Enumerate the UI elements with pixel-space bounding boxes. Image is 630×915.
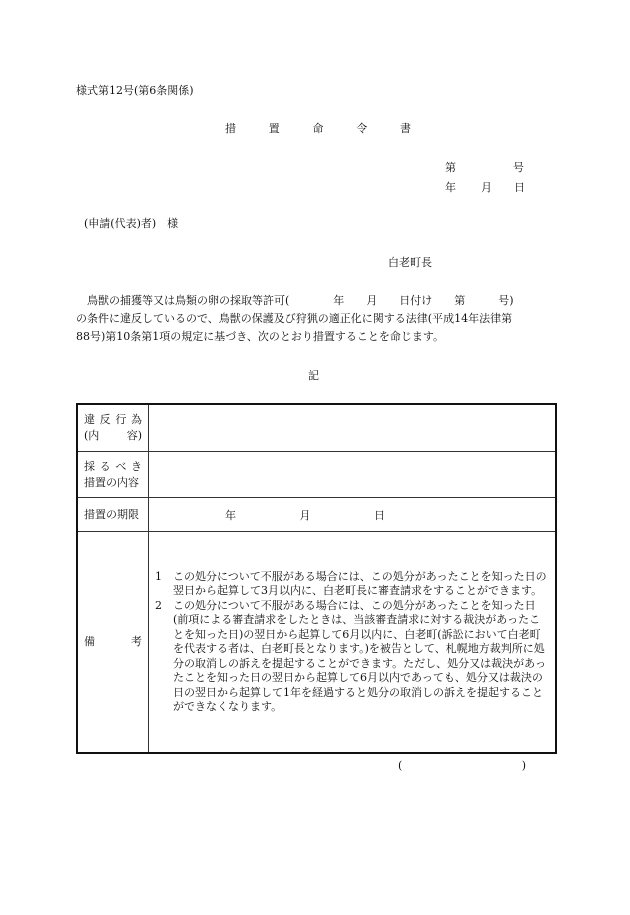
label-char: 容) xyxy=(126,429,142,442)
violation-label xyxy=(77,404,149,452)
document-number-line xyxy=(445,161,524,175)
remark-number: 1 xyxy=(155,569,162,583)
remark-item xyxy=(155,599,549,715)
document-date-line xyxy=(445,181,525,195)
label-char: べ xyxy=(115,459,127,473)
title-char: 置 xyxy=(268,122,280,135)
form-number: 様式第12号(第6条関係) xyxy=(76,84,194,97)
label-char: 違 xyxy=(84,413,95,426)
label-char: 採 xyxy=(84,459,95,473)
remark-number: 2 xyxy=(155,598,162,612)
date-month: 月 xyxy=(481,181,492,194)
violation-value[interactable] xyxy=(149,404,557,452)
label-char: 為 xyxy=(130,413,142,426)
label-char: (内 xyxy=(84,429,100,442)
title-char: 措 xyxy=(225,122,236,135)
period-day: 日 xyxy=(374,508,385,522)
paren-open: ( xyxy=(398,759,403,772)
body-line: の条件に違反しているので、鳥獣の保護及び狩猟の適正化に関する法律(平成14年法律第 xyxy=(76,312,513,325)
date-year: 年 xyxy=(445,181,456,194)
period-label: 措置の期限 xyxy=(77,498,149,532)
label-char: 備 xyxy=(84,635,95,648)
period-year: 年 xyxy=(225,508,236,522)
body-line: 88号)第10条第1項の規定に基づき、次のとおり措置することを命じます。 xyxy=(76,330,444,343)
table-row-violation xyxy=(77,404,556,452)
order-table xyxy=(76,403,557,754)
number-dai: 第 xyxy=(445,161,456,174)
label-char: る xyxy=(99,459,111,473)
remarks-label xyxy=(77,532,149,754)
issuer: 白老町長 xyxy=(388,256,432,269)
measure-label-bottom: 措置の内容 xyxy=(84,475,139,489)
period-month: 月 xyxy=(299,508,311,522)
label-char: き xyxy=(130,459,142,473)
bottom-parenthesis xyxy=(398,759,526,773)
ki-heading: 記 xyxy=(308,369,319,382)
period-value[interactable] xyxy=(149,498,557,532)
measure-value[interactable] xyxy=(149,452,557,498)
table-row-period xyxy=(77,498,556,532)
label-char: 考 xyxy=(131,635,142,648)
title-char: 命 xyxy=(312,122,324,135)
label-char: 行 xyxy=(115,413,127,426)
measure-label xyxy=(77,452,149,498)
paren-close: ) xyxy=(521,759,526,772)
remark-text: この処分について不服がある場合には、この処分があったことを知った日の翌日から起算して3月以内に、白老町長に審査請求をすることができます。 xyxy=(173,569,547,597)
remark-item xyxy=(155,570,549,599)
body-text xyxy=(76,292,560,346)
number-go: 号 xyxy=(513,161,524,174)
date-day: 日 xyxy=(514,181,525,194)
title-char: 書 xyxy=(400,122,411,135)
addressee: (申請(代表)者) 様 xyxy=(84,217,179,230)
label-char: 反 xyxy=(99,413,111,426)
document-title xyxy=(225,122,411,136)
remarks-value xyxy=(149,532,557,754)
body-line: 鳥獣の捕獲等又は鳥類の卵の採取等許可( 年 月 日付け 第 号) xyxy=(76,294,514,307)
table-row-remarks xyxy=(77,532,556,754)
title-char: 令 xyxy=(356,122,368,135)
table-row-measure xyxy=(77,452,556,498)
remark-text: この処分について不服がある場合には、この処分があったことを知った日(前項による審査請求をしたときは、当該審査請求に対する裁決があったことを知った日)の翌日から起算して6月以内に、白老町(訴訟において白老町を代表する者は、白老町長となります。)を被告として、札幌地方裁判所に処分の取消しの訴えを提起することができます。ただし、処分又は裁決があったことを知った日の翌日から起算して6月以内であっても、処分又は裁決の日の翌日から起算して1年を経過すると処分の取消しの訴えを提起することができなくなります。 xyxy=(173,598,547,713)
